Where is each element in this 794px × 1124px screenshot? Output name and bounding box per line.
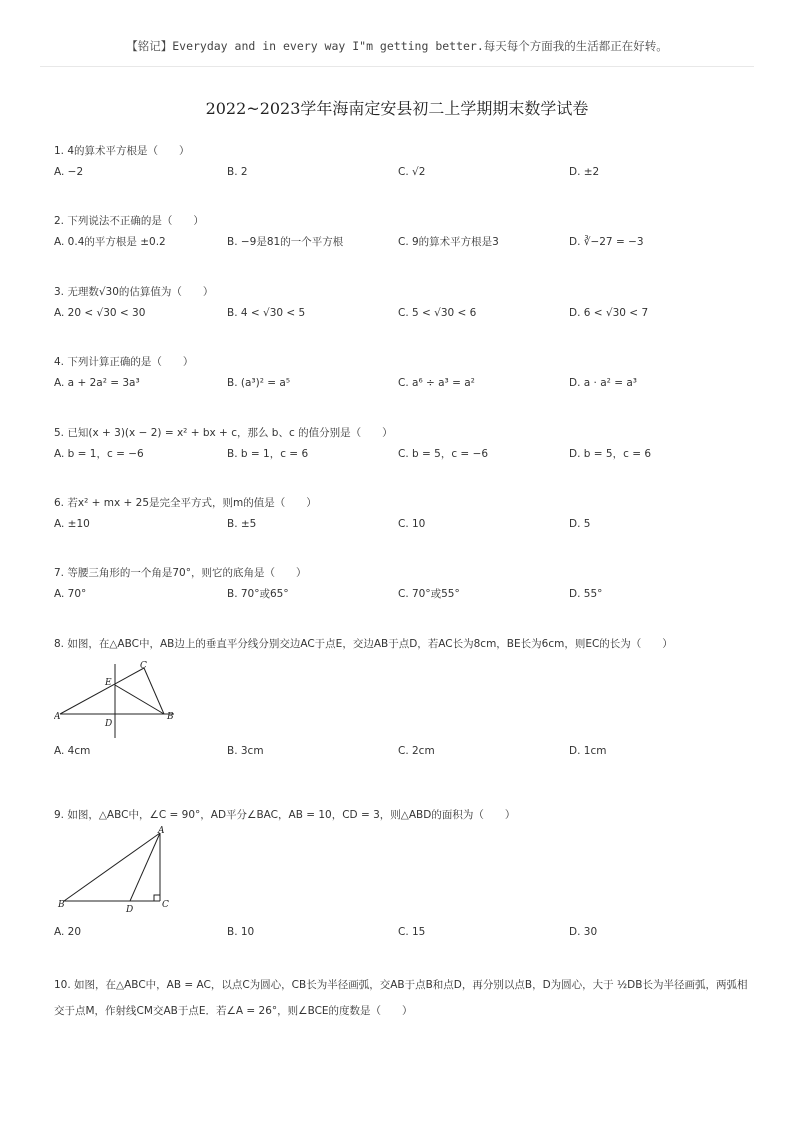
question-stem: 10. 如图，在△ABC中，AB = AC，以点C为圆心，CB长为半径画弧，交AB于点B和点D，再分别以点B，D为圆心，大于 ½DB长为半径画弧，两弧相交于点M，作射线CM交AB于点E．若∠A = 26°，则∠BCE的度数是（ ）	[54, 979, 748, 1017]
page-title: 2022~2023学年海南定安县初二上学期期末数学试卷	[205, 99, 589, 118]
question-4	[54, 352, 754, 394]
label-d: D	[126, 905, 134, 913]
option-c[interactable]: C. 70°或55°	[398, 588, 460, 600]
option-a[interactable]: A. ±10	[54, 518, 90, 530]
option-d[interactable]: D. 1cm	[569, 745, 607, 757]
option-b[interactable]: B. 70°或65°	[227, 588, 289, 600]
question-stem: 1. 4的算术平方根是（ ）	[54, 145, 190, 157]
option-d[interactable]: D. ∛−27 = −3	[569, 236, 644, 248]
option-c[interactable]: C. 10	[398, 518, 426, 530]
header-divider	[40, 66, 754, 67]
option-b[interactable]: B. 10	[227, 926, 255, 938]
option-a[interactable]: A. −2	[54, 166, 84, 178]
option-b[interactable]: B. 3cm	[227, 745, 264, 757]
label-c: C	[140, 661, 147, 671]
option-b[interactable]: B. ±5	[227, 518, 257, 530]
option-a[interactable]: A. b = 1，c = −6	[54, 448, 144, 460]
label-d: D	[105, 719, 113, 729]
option-c[interactable]: C. 9的算术平方根是3	[398, 236, 499, 248]
question-stem: 8. 如图，在△ABC中，AB边上的垂直平分线分别交边AC于点E，交边AB于点D，若AC长为8cm，BE长为6cm，则EC的长为（ ）	[54, 638, 673, 650]
label-a: A	[54, 712, 61, 722]
option-c[interactable]: C. b = 5，c = −6	[398, 448, 489, 460]
question-8	[54, 634, 754, 762]
option-c[interactable]: C. 5 < √30 < 6	[398, 307, 477, 319]
option-d[interactable]: D. 55°	[569, 588, 603, 600]
option-c[interactable]: C. 15	[398, 926, 426, 938]
option-d[interactable]: D. 6 < √30 < 7	[569, 307, 649, 319]
option-a[interactable]: A. 0.4的平方根是 ±0.2	[54, 236, 166, 248]
option-a[interactable]: A. 20 < √30 < 30	[54, 307, 146, 319]
option-b[interactable]: B. b = 1，c = 6	[227, 448, 309, 460]
question-1	[54, 141, 754, 183]
question-6	[54, 493, 754, 535]
option-d[interactable]: D. b = 5，c = 6	[569, 448, 652, 460]
option-b[interactable]: B. (a³)² = a⁵	[227, 377, 291, 389]
label-c: C	[162, 900, 169, 910]
option-b[interactable]: B. −9是81的一个平方根	[227, 236, 344, 248]
question-9	[54, 805, 754, 943]
question-7	[54, 563, 754, 605]
question-stem: 2. 下列说法不正确的是（ ）	[54, 215, 204, 227]
option-c[interactable]: C. 2cm	[398, 745, 435, 757]
label-a: A	[158, 826, 165, 836]
triangle-figure-q8	[54, 658, 184, 740]
option-c[interactable]: C. a⁶ ÷ a³ = a²	[398, 377, 475, 389]
label-b: B	[58, 900, 65, 910]
question-stem: 9. 如图，△ABC中，∠C = 90°，AD平分∠BAC，AB = 10，CD = 3，则△ABD的面积为（ ）	[54, 809, 516, 821]
right-triangle-figure-q9	[54, 825, 184, 913]
option-a[interactable]: A. 20	[54, 926, 82, 938]
option-d[interactable]: D. 30	[569, 926, 598, 938]
label-b: B	[167, 712, 174, 722]
option-d[interactable]: D. 5	[569, 518, 591, 530]
question-stem: 7. 等腰三角形的一个角是70°，则它的底角是（ ）	[54, 567, 307, 579]
option-d[interactable]: D. a · a² = a³	[569, 377, 637, 389]
question-stem: 3. 无理数√30的估算值为（ ）	[54, 286, 214, 298]
option-d[interactable]: D. ±2	[569, 166, 600, 178]
question-stem: 5. 已知(x + 3)(x − 2) = x² + bx + c，那么 b、c 的值分别是（ ）	[54, 427, 393, 439]
question-3	[54, 282, 754, 324]
question-2	[54, 211, 754, 253]
option-a[interactable]: A. a + 2a² = 3a³	[54, 377, 140, 389]
header-motto: 【铭记】Everyday and in every way I"m getting better.每天每个方面我的生活都正在好转。	[126, 39, 668, 53]
label-e: E	[105, 678, 112, 688]
question-5	[54, 423, 754, 465]
option-b[interactable]: B. 4 < √30 < 5	[227, 307, 306, 319]
option-b[interactable]: B. 2	[227, 166, 248, 178]
option-a[interactable]: A. 70°	[54, 588, 87, 600]
question-stem: 6. 若x² + mx + 25是完全平方式，则m的值是（ ）	[54, 497, 317, 509]
question-stem: 4. 下列计算正确的是（ ）	[54, 356, 194, 368]
option-c[interactable]: C. √2	[398, 166, 426, 178]
question-10	[54, 972, 754, 1024]
option-a[interactable]: A. 4cm	[54, 745, 91, 757]
